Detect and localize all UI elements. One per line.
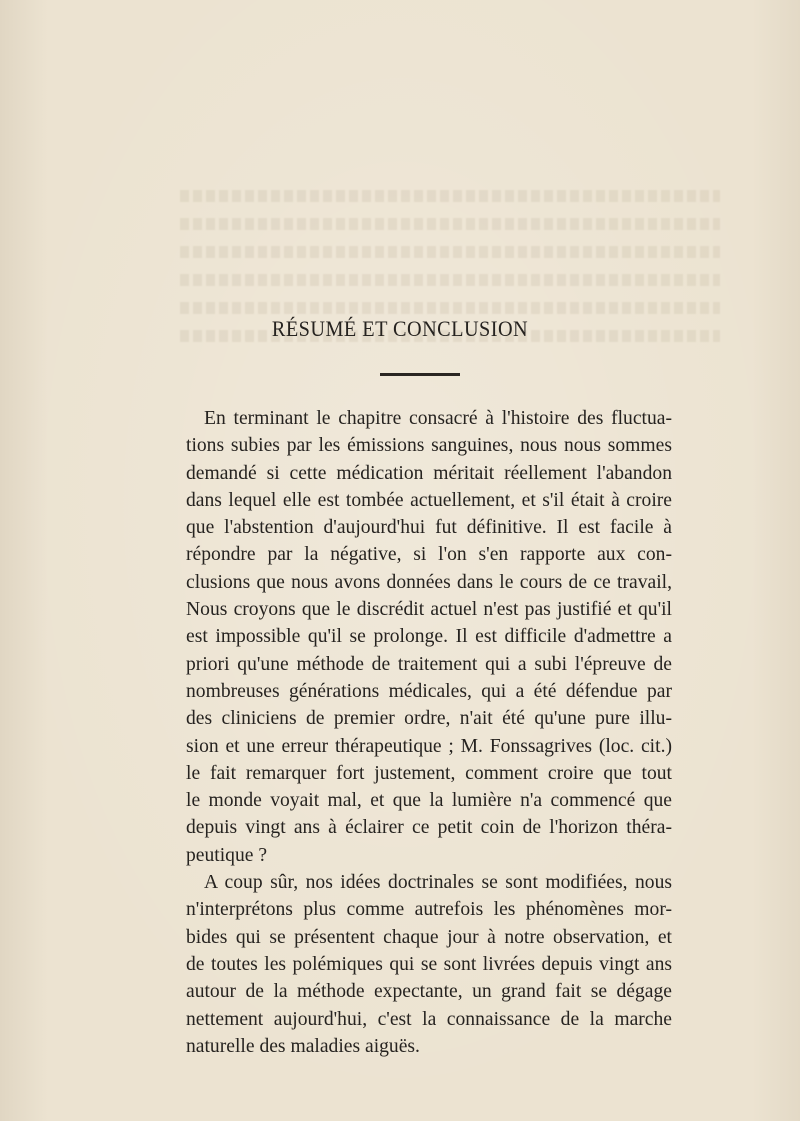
text-line: sion et une erreur thérapeutique ; M. Fonssagrives (loc. cit.) — [186, 735, 672, 757]
text-line: de toutes les polémiques qui se sont livrées depuis vingt ans — [186, 953, 672, 975]
text-line: nettement aujourd'hui, c'est la connaissance de la marche — [186, 1008, 672, 1030]
text-line: le fait remarquer fort justement, comment croire que tout — [186, 762, 672, 784]
paragraph-1 — [186, 405, 672, 869]
text-line: clusions que nous avons données dans le cours de ce travail, — [186, 571, 672, 593]
text-line: naturelle des maladies aiguës. — [186, 1035, 420, 1057]
text-line: En terminant le chapitre consacré à l'histoire des fluctua- — [204, 408, 672, 429]
heading-rule — [380, 373, 460, 376]
text-line: répondre par la négative, si l'on s'en rapporte aux con- — [186, 544, 672, 566]
section-heading: RÉSUMÉ ET CONCLUSION — [271, 316, 529, 341]
body-text — [186, 405, 672, 1060]
text-line: n'interprétons plus comme autrefois les phénomènes mor- — [186, 899, 672, 921]
text-line: est impossible qu'il se prolonge. Il est difficile d'admettre a — [186, 626, 672, 648]
text-line: peutique ? — [186, 844, 268, 866]
bleed-through-text — [180, 190, 720, 390]
text-line: depuis vingt ans à éclairer ce petit coin de l'horizon théra- — [186, 817, 672, 839]
text-line: autour de la méthode expectante, un grand fait se dégage — [186, 981, 672, 1003]
text-line: le monde voyait mal, et que la lumière n'a commencé que — [186, 790, 672, 812]
text-line: Nous croyons que le discrédit actuel n'est pas justifié et qu'il — [186, 599, 672, 621]
text-line: que l'abstention d'aujourd'hui fut définitive. Il est facile à — [186, 517, 672, 539]
text-line: dans lequel elle est tombée actuellement, et s'il était à croire — [186, 489, 672, 511]
text-line: demandé si cette médication méritait réellement l'abandon — [186, 462, 672, 484]
text-line: A coup sûr, nos idées doctrinales se sont modifiées, nous — [204, 872, 672, 894]
text-line: nombreuses générations médicales, qui a été défendue par — [186, 680, 672, 702]
text-line: tions subies par les émissions sanguines, nous nous sommes — [186, 435, 672, 457]
text-line: bides qui se présentent chaque jour à notre observation, et — [186, 926, 672, 948]
text-line: priori qu'une méthode de traitement qui a subi l'épreuve de — [186, 653, 672, 675]
text-line: des cliniciens de premier ordre, n'ait été qu'une pure illu- — [186, 708, 672, 730]
paragraph-2 — [186, 869, 672, 1060]
